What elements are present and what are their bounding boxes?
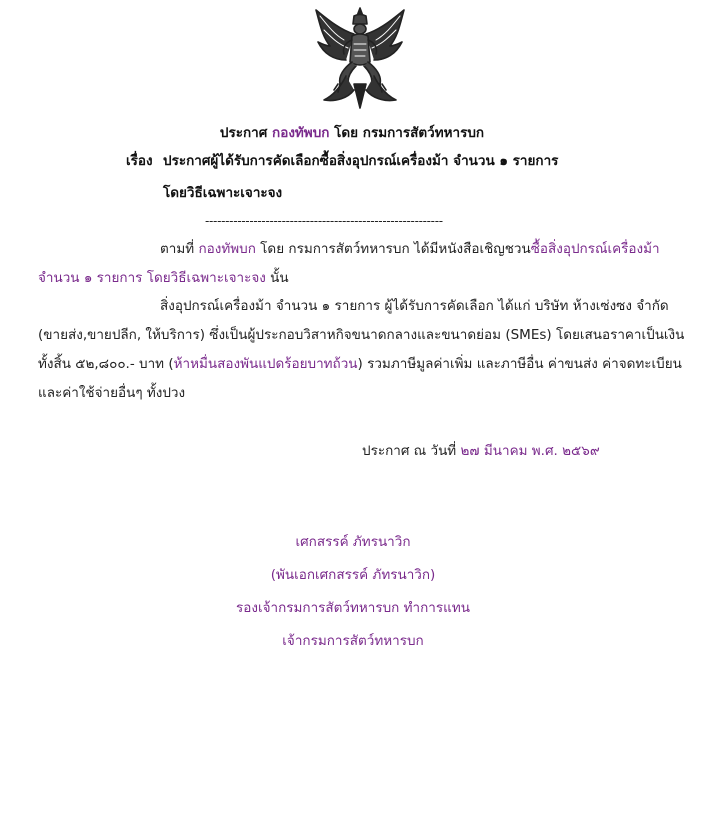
p1-end: นั้น — [270, 270, 289, 286]
date-value: ๒๗ มีนาคม พ.ศ. ๒๕๖๙ — [460, 443, 600, 459]
paragraph-2-line-4: และค่าใช้จ่ายอื่นๆ ทั้งปวง — [38, 385, 186, 401]
p1-org: กองทัพบก — [198, 241, 256, 257]
paragraph-2-line-2: (ขายส่ง,ขายปลีก, ให้บริการ) ซึ่งเป็นผู้ประกอบวิสาหกิจขนาดกลางและขนาดย่อม (SMEs) โดยเสนอราคาเป็นเงิน — [38, 327, 685, 343]
divider-line: ----------------------------------------------------------- — [205, 214, 443, 228]
p1-mid: โดย กรมการสัตว์ทหารบก ได้มีหนังสือเชิญชวน — [260, 241, 531, 257]
signature-name: เศกสรรค์ ภัทรนาวิก — [295, 534, 411, 550]
title-suffix: โดย กรมการสัตว์ทหารบก — [334, 125, 485, 141]
garuda-emblem-icon — [310, 4, 410, 112]
subject-line-2: โดยวิธีเฉพาะเจาะจง — [163, 185, 283, 201]
signature-position-1: รองเจ้ากรมการสัตว์ทหารบก ทำการแทน — [236, 600, 470, 616]
subject-line-1: ประกาศผู้ได้รับการคัดเลือกซื้อสิ่งอุปกรณ์เครื่องม้า จำนวน ๑ รายการ — [163, 153, 559, 169]
p2-amount: ทั้งสิ้น ๕๒,๘๐๐.- บาท ( — [38, 356, 174, 372]
p1-line-2: จำนวน ๑ รายการ โดยวิธีเฉพาะเจาะจง — [38, 270, 266, 286]
date-prefix: ประกาศ ณ วันที่ — [362, 443, 457, 459]
paragraph-2-line-3 — [38, 355, 682, 373]
announcement-title — [0, 124, 704, 142]
signature-position-2: เจ้ากรมการสัตว์ทหารบก — [282, 633, 424, 649]
paragraph-1-line-1 — [160, 240, 660, 258]
p1-item: ซื้อสิ่งอุปกรณ์เครื่องม้า — [530, 241, 660, 257]
announcement-date — [362, 442, 600, 460]
subject-label: เรื่อง — [126, 153, 153, 169]
signature-rank-name: (พันเอกเศกสรรค์ ภัทรนาวิก) — [270, 567, 436, 583]
p2-amount-words: ห้าหมื่นสองพันแปดร้อยบาทถ้วน — [173, 356, 358, 372]
paragraph-1-line-2 — [38, 269, 289, 287]
p2-tax-note: ) รวมภาษีมูลค่าเพิ่ม และภาษีอื่น ค่าขนส่ง ค่าจดทะเบียน — [357, 356, 682, 372]
paragraph-2-line-1: สิ่งอุปกรณ์เครื่องม้า จำนวน ๑ รายการ ผู้ได้รับการคัดเลือก ได้แก่ บริษัท ห้างเซ่งซง จำกัด — [160, 298, 669, 314]
title-prefix: ประกาศ — [219, 125, 268, 141]
title-org: กองทัพบก — [272, 125, 330, 141]
p1-intro: ตามที่ — [160, 241, 195, 257]
